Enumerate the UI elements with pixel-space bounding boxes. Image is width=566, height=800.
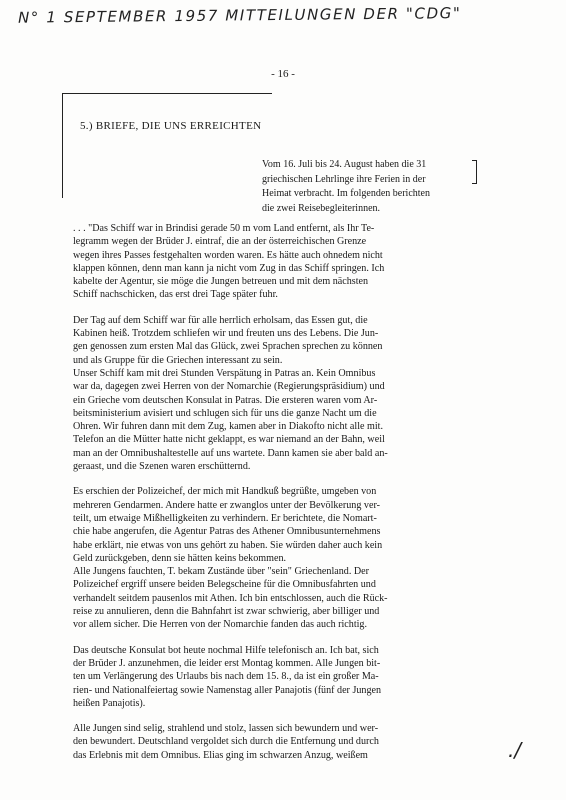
letter-paragraph (73, 644, 499, 710)
text-line: geraast, und die Szenen waren erschütternd. (73, 461, 251, 473)
margin-line-vertical (62, 93, 63, 198)
text-line: ein Grieche vom deutschen Konsulat in Patras. Die ersteren waren vom Ar- (73, 394, 378, 406)
text-line: Ohren. Wir fuhren dann mit dem Zug, kamen aber in Diakofto nicht alle mit. (73, 421, 383, 433)
text-line: Der Tag auf dem Schiff war für alle herrlich erholsam, das Essen gut, die (73, 314, 368, 326)
text-line: Telefon an die Mütter hatte nicht geklappt, es war niemand an der Bahn, weil (73, 434, 385, 446)
text-line: klappen können, denn man kann ja nicht vom Zug in das Schiff springen. Ich (73, 262, 385, 274)
text-line: beitsministerium avisiert und schlugen sich für uns die ganze Nacht um die (73, 407, 377, 419)
section-title: 5.) BRIEFE, DIE UNS ERREICHTEN (80, 120, 262, 132)
text-line: Alle Jungen sind selig, strahlend und stolz, lassen sich bewundern und wer- (73, 723, 379, 735)
letter-paragraph (73, 222, 499, 302)
margin-line-horizontal (62, 93, 272, 94)
text-line: heißen Panajotis). (73, 697, 146, 709)
text-line: man an der Omnibushaltestelle auf uns wartete. Dann kamen sie aber bald an- (73, 447, 388, 459)
text-line: der Brüder J. anzunehmen, die leider erst Montag kommen. Alle Jungen bit- (73, 657, 381, 669)
intro-line: griechischen Lehrlinge ihre Ferien in der (262, 173, 426, 185)
page-number: - 16 - (271, 68, 295, 80)
intro-line: Vom 16. Juli bis 24. August haben die 31 (262, 159, 427, 170)
text-line: war da, dagegen zwei Herren von der Nomarchie (Regierungspräsidium) und (73, 381, 385, 393)
corner-mark: ./ (508, 738, 522, 762)
text-line: . . . "Das Schiff war in Brindisi gerade 50 m vom Land entfernt, als Ihr Te- (73, 223, 375, 234)
text-line: Geld zurückgeben, denn sie hätten keins bekommen. (73, 552, 287, 564)
text-line: Das deutsche Konsulat bot heute nochmal Hilfe telefonisch an. Ich bat, sich (73, 644, 379, 656)
letter-body (73, 222, 499, 774)
text-line: teilt, um etwaige Mißhelligkeiten zu verhindern. Er berichtete, die Nomart- (73, 512, 377, 524)
text-line: reise zu annulieren, denn die Bahnfahrt ist zwar schwierig, aber billiger und (73, 606, 380, 618)
intro-line: Heimat verbracht. Im folgenden berichten (262, 188, 430, 200)
text-line: chie habe angerufen, die Agentur Patras des Athener Omnibusunternehmens (73, 526, 381, 538)
handwritten-header: N° 1 SEPTEMBER 1957 MITTEILUNGEN DER "CDG" (17, 4, 462, 27)
text-line: rien- und Nationalfeiertag sowie Namenstag aller Panajotis (fünf der Jungen (73, 684, 382, 696)
text-line: Alle Jungens fauchten, T. bekam Zustände über "sein" Griechenland. Der (73, 566, 370, 578)
text-line: das Erlebnis mit dem Omnibus. Elias ging im schwarzen Anzug, weißem (73, 749, 368, 761)
text-line: den bewundert. Deutschland vergoldet sich durch die Entfernung und durch (73, 736, 379, 748)
text-line: kabelte der Agentur, sie möge die Jungen betreuen und mit dem nächsten (73, 276, 369, 288)
text-line: Schiff nachschicken, das erst drei Tage später fuhr. (73, 289, 278, 301)
letter-paragraph (73, 722, 499, 762)
text-line: verhandelt seitdem pausenlos mit Athen. Ich bin entschlossen, auch die Rück- (73, 592, 388, 604)
text-line: ten um Verlängerung des Urlaubs bis nach dem 15. 8., da ist ein großer Ma- (73, 671, 379, 683)
text-line: gen genossen zum ersten Mal das Glück, zwei Sprachen sprechen zu können (73, 341, 383, 353)
text-line: vor allem sicher. Die Herren von der Nomarchie fanden das auch richtig. (73, 619, 368, 631)
text-line: und als Gruppe für die Griechen interessant zu sein. (73, 354, 283, 366)
text-line: Unser Schiff kam mit drei Stunden Verspätung in Patras an. Kein Omnibus (73, 367, 376, 379)
intro-bracket-mark (472, 160, 477, 184)
text-line: legramm wegen der Brüder J. eintraf, die an der österreichischen Grenze (73, 236, 367, 248)
letter-paragraph (73, 485, 499, 631)
intro-text (262, 158, 472, 216)
letter-paragraph (73, 314, 499, 474)
text-line: mehreren Gendarmen. Andere hatte er zwanglos unter der Bevölkerung ver- (73, 499, 380, 511)
text-line: Es erschien der Polizeichef, der mich mit Handkuß begrüßte, umgeben von (73, 486, 377, 498)
text-line: wegen ihres Passes festgehalten worden waren. Es hätte auch ohnedem nicht (73, 249, 383, 261)
text-line: Kabinen heiß. Trotzdem schliefen wir und freuten uns des Lebens. Die Jun- (73, 328, 379, 340)
text-line: Polizeichef ergriff unsere beiden Belegscheine für die Omnibusfahrten und (73, 579, 376, 591)
intro-line: die zwei Reisebegleiterinnen. (262, 202, 381, 214)
text-line: habe erklärt, nie etwas von uns gehört zu haben. Sie würden daher auch kein (73, 539, 383, 551)
